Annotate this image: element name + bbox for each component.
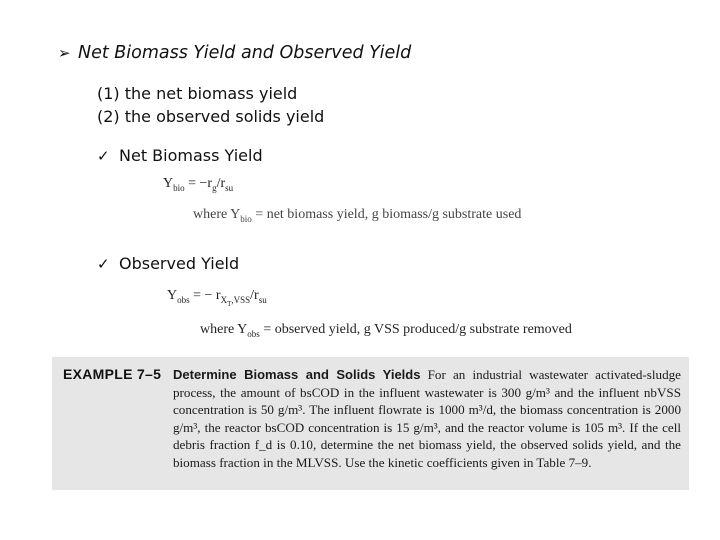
eq-lhs-sub: obs [177, 294, 190, 305]
example-text [173, 366, 681, 472]
eq-lhs-sub: bio [173, 182, 185, 193]
eq-rhs-sub [220, 294, 251, 308]
checkmark-icon: ✓ [97, 147, 110, 165]
example-body: For an industrial wastewater activated-sludge process, the amount of bsCOD in the influent wastewater is 300 g/m³ and the influent nbVSS concentration is 50 g/m³. The influent flowrate is 1000 m³/d, the biomass concentration is 2000 g/m³, the reactor bsCOD concentration is 15 g/m³, and the reactor volume is 105 m³. If the cell debris fraction f_d is 0.10, determine the net biomass yield, the observed solids yield, and the biomass fraction in the MLVSS. Use the kinetic coefficients given in Table 7–9. [173, 367, 681, 470]
eq-lhs: Y [163, 176, 174, 191]
equation-ybio-where [193, 207, 521, 224]
list-item: (1) the net biomass yield [97, 84, 298, 103]
eq-lhs: Y [167, 288, 178, 303]
eq-rhs-mid: ,VSS [231, 294, 251, 305]
subsection-net-biomass-yield [97, 146, 263, 165]
eq-slash: /r [216, 176, 226, 191]
eq-rhs: = − r [193, 288, 221, 303]
heading-text: Net Biomass Yield and Observed Yield [78, 43, 412, 63]
equation-yobs [167, 288, 267, 308]
subsection-title: Net Biomass Yield [119, 146, 263, 165]
example-lead: Determine Biomass and Solids Yields [173, 367, 421, 382]
equation-ybio [163, 176, 233, 193]
eq-rhs-sub2: su [225, 182, 234, 193]
where-text: = observed yield, g VSS produced/g substrate removed [259, 322, 572, 337]
equation-yobs-where [200, 322, 572, 339]
list-item: (2) the observed solids yield [97, 107, 325, 126]
example-label: EXAMPLE 7–5 [63, 366, 162, 382]
where-sub: bio [240, 213, 252, 224]
subsection-observed-yield [97, 254, 239, 273]
eq-rhs-sub2: su [258, 294, 267, 305]
where-prefix: where Y [193, 207, 241, 222]
where-text: = net biomass yield, g biomass/g substrate used [251, 207, 522, 222]
arrow-bullet-icon: ➢ [58, 44, 71, 62]
eq-rhs: = −r [188, 176, 213, 191]
checkmark-icon: ✓ [97, 255, 110, 273]
subsection-title: Observed Yield [119, 254, 240, 273]
where-sub: obs [247, 328, 260, 339]
eq-slash: /r [250, 288, 259, 303]
eq-rhs-sub: g [212, 182, 217, 193]
eq-rhs-sub-x: X [220, 294, 228, 305]
where-prefix: where Y [200, 322, 248, 337]
eq-rhs-sub-t: T [227, 299, 232, 308]
section-heading [58, 43, 411, 63]
